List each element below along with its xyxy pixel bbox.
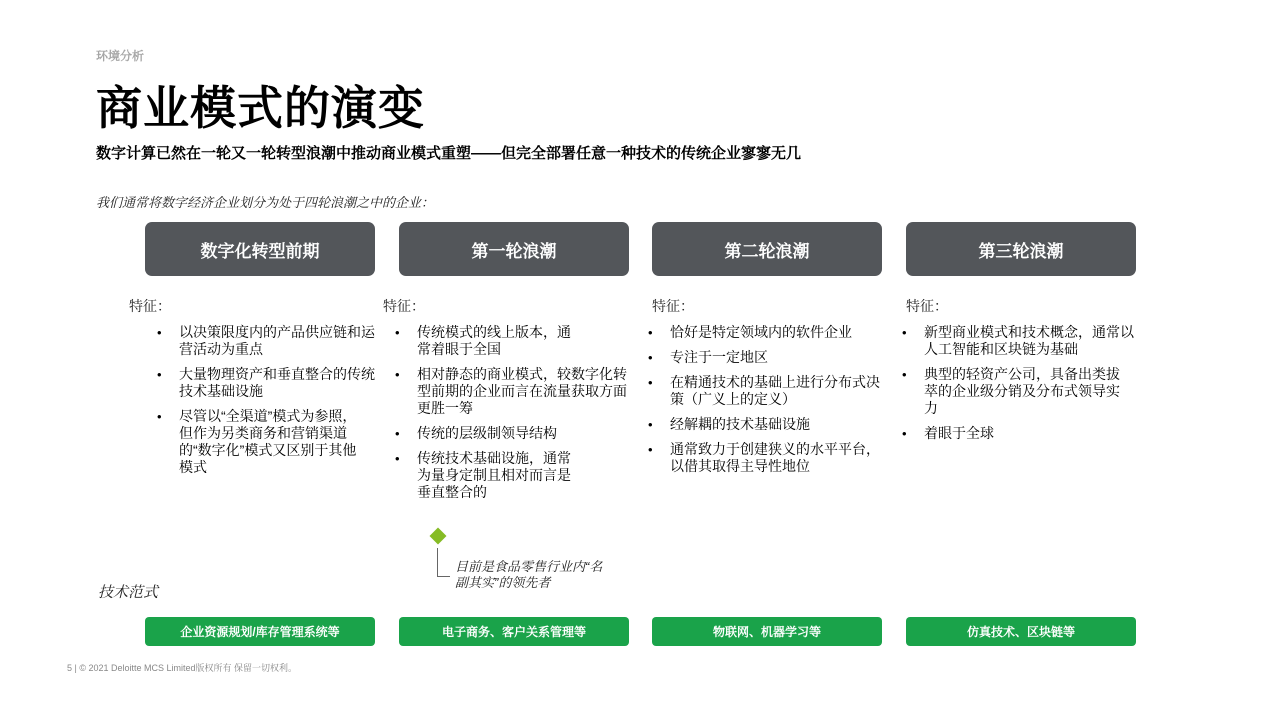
feature-item: • 大量物理资产和垂直整合的传统技术基础设施: [145, 366, 377, 400]
feature-item: • 着眼于全球: [890, 425, 1136, 442]
footer-copyright: 5 | © 2021 Deloitte MCS Limited版权所有 保留一切权利。: [67, 663, 298, 673]
features-list: [890, 324, 1136, 442]
feature-item: • 以决策限度内的产品供应链和运营活动为重点: [145, 324, 377, 358]
tech-pill-pre-digital: 企业资源规划/库存管理系统等: [145, 617, 375, 646]
annotation-text: 目前是食品零售行业内“名副其实”的领先者: [455, 559, 603, 590]
wave-column-pre-digital: [129, 222, 375, 484]
tech-paradigm-label: 技术范式: [98, 584, 159, 601]
features-list: [636, 324, 882, 475]
wave-column-third: [906, 222, 1136, 450]
features-list: [145, 324, 377, 476]
annotation-connector: [437, 548, 450, 577]
feature-item: • 在精通技术的基础上进行分布式决策（广义上的定义）: [636, 374, 882, 408]
wave-column-first: [383, 222, 629, 509]
column-header: 第三轮浪潮: [906, 222, 1136, 276]
feature-item: • 典型的轻资产公司，具备出类拔萃的企业级分销及分布式领导实力: [890, 366, 1124, 417]
column-header: 数字化转型前期: [145, 222, 375, 276]
feature-item: • 新型商业模式和技术概念，通常以人工智能和区块链为基础: [890, 324, 1136, 358]
feature-item: • 专注于一定地区: [636, 349, 882, 366]
features-label: 特征：: [906, 298, 948, 314]
diamond-marker-icon: [430, 528, 447, 545]
features-label: 特征：: [383, 298, 425, 314]
features-label: 特征：: [652, 298, 694, 314]
feature-item: • 恰好是特定领域内的软件企业: [636, 324, 882, 341]
feature-item: • 传统模式的线上版本，通常着眼于全国: [383, 324, 577, 358]
feature-item: • 通常致力于创建狭义的水平平台，以借其取得主导性地位: [636, 441, 882, 475]
feature-item: • 传统的层级制领导结构: [383, 425, 629, 442]
feature-item: • 尽管以“全渠道”模式为参照，但作为另类商务和营销渠道的“数字化”模式又区别于其他模式: [145, 408, 369, 476]
intro-text: 我们通常将数字经济企业划分为处于四轮浪潮之中的企业：: [96, 195, 435, 210]
subtitle: 数字计算已然在一轮又一轮转型浪潮中推动商业模式重塑——但完全部署任意一种技术的传统企业寥寥无几: [96, 145, 802, 162]
column-header: 第一轮浪潮: [399, 222, 629, 276]
tech-pill-third: 仿真技术、区块链等: [906, 617, 1136, 646]
feature-item: • 相对静态的商业模式，较数字化转型前期的企业而言在流量获取方面更胜一筹: [383, 366, 629, 417]
tech-pill-second: 物联网、机器学习等: [652, 617, 882, 646]
page-title: 商业模式的演变: [96, 82, 425, 134]
tech-pill-first: 电子商务、客户关系管理等: [399, 617, 629, 646]
features-label: 特征：: [129, 298, 171, 314]
feature-item: • 传统技术基础设施，通常为量身定制且相对而言是垂直整合的: [383, 450, 577, 501]
section-label: 环境分析: [96, 49, 145, 63]
feature-item: • 经解耦的技术基础设施: [636, 416, 882, 433]
wave-column-second: [652, 222, 882, 483]
column-header: 第二轮浪潮: [652, 222, 882, 276]
features-list: [383, 324, 629, 501]
